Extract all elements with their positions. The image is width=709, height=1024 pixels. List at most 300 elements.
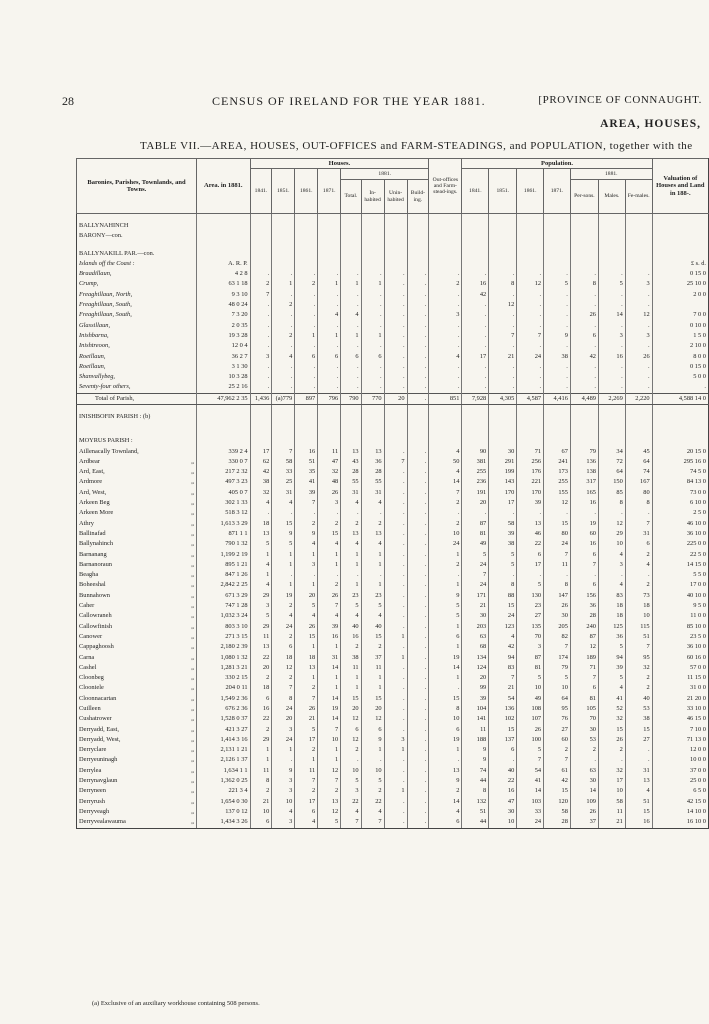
value-cell: 1	[318, 745, 341, 755]
value-cell: 49	[517, 694, 544, 704]
value-cell: 10	[361, 766, 384, 776]
value-cell: 1	[318, 550, 341, 560]
row-name	[77, 310, 197, 320]
value-cell: .	[361, 321, 384, 331]
value-cell: .	[407, 797, 429, 807]
area-cell: 1,080 1 32	[197, 653, 251, 663]
value-cell: 3	[272, 817, 295, 828]
value-cell: 63	[570, 766, 598, 776]
value-cell: .	[489, 290, 517, 300]
value-cell: 12	[341, 735, 361, 745]
value-cell: .	[341, 321, 361, 331]
value-cell: 1	[250, 550, 272, 560]
value-cell: 13	[250, 642, 272, 652]
value-cell	[407, 242, 429, 249]
row-name	[77, 405, 197, 413]
value-cell: .	[407, 560, 429, 570]
col-header-p1871: 1871.	[544, 169, 571, 214]
value-cell: .	[517, 382, 544, 393]
value-cell: 141	[462, 714, 489, 724]
table-row	[77, 457, 709, 467]
value-cell	[407, 221, 429, 231]
ditto-mark: „	[191, 674, 194, 682]
value-cell: 81	[462, 529, 489, 539]
value-cell: 132	[462, 797, 489, 807]
value-cell: 38	[250, 478, 272, 488]
value-cell: 3	[272, 725, 295, 735]
value-cell: 8	[489, 279, 517, 289]
value-cell: .	[598, 300, 625, 310]
value-cell: 13	[429, 766, 462, 776]
section-heading-row	[77, 249, 709, 259]
value-cell: 18	[295, 653, 318, 663]
value-cell: 1	[341, 331, 361, 341]
row-name-text: Shanvallybeg,	[79, 373, 116, 381]
value-cell: 79	[570, 447, 598, 457]
row-name	[77, 508, 197, 518]
value-cell	[407, 259, 429, 269]
value-cell: 53	[570, 735, 598, 745]
value-cell: 23	[341, 591, 361, 601]
row-name	[77, 622, 197, 632]
table-row	[77, 714, 709, 724]
value-cell: 7	[295, 776, 318, 786]
value-cell: 2	[272, 300, 295, 310]
area-cell	[197, 242, 251, 249]
value-cell: 4	[272, 611, 295, 621]
value-cell: .	[295, 269, 318, 279]
area-cell: 803 3 10	[197, 622, 251, 632]
value-cell: 20	[341, 704, 361, 714]
value-cell: 851	[429, 393, 462, 404]
value-cell: .	[407, 653, 429, 663]
value-cell: 4	[625, 560, 652, 570]
value-cell: 16	[570, 539, 598, 549]
value-cell: 1	[272, 279, 295, 289]
ditto-mark: „	[191, 612, 194, 620]
value-cell: .	[407, 642, 429, 652]
table-row	[77, 498, 709, 508]
value-cell	[272, 422, 295, 429]
value-cell: .	[295, 362, 318, 372]
value-cell: .	[250, 300, 272, 310]
value-cell: 35	[295, 467, 318, 477]
value-cell: 317	[570, 478, 598, 488]
value-cell: .	[341, 508, 361, 518]
table-row	[77, 807, 709, 817]
row-name	[77, 457, 197, 467]
valuation-cell: 0 15 0	[652, 269, 708, 279]
row-name	[77, 632, 197, 642]
value-cell: .	[295, 290, 318, 300]
valuation-cell: 0 15 0	[652, 362, 708, 372]
value-cell: .	[544, 341, 571, 351]
value-cell: 19	[570, 519, 598, 529]
value-cell: 24	[489, 611, 517, 621]
table-row	[77, 745, 709, 755]
row-name	[77, 382, 197, 393]
value-cell	[517, 231, 544, 241]
value-cell: 2	[341, 642, 361, 652]
value-cell: .	[517, 290, 544, 300]
valuation-cell	[652, 429, 708, 436]
value-cell: 29	[250, 591, 272, 601]
value-cell	[361, 405, 384, 413]
col-header-p1841: 1841.	[462, 169, 489, 214]
row-name	[77, 745, 197, 755]
value-cell	[272, 436, 295, 446]
value-cell: 14	[517, 786, 544, 796]
area-cell: 2,131 1 21	[197, 745, 251, 755]
value-cell: .	[407, 786, 429, 796]
table-row	[77, 529, 709, 539]
value-cell: .	[407, 776, 429, 786]
area-cell	[197, 221, 251, 231]
col-header-females: Fe-males.	[625, 180, 652, 214]
value-cell: .	[384, 756, 407, 766]
value-cell: 2	[361, 519, 384, 529]
value-cell: 3	[625, 331, 652, 341]
row-name-text: Crump,	[79, 280, 99, 288]
value-cell: 4	[272, 352, 295, 362]
value-cell: 15	[489, 601, 517, 611]
value-cell: 7	[272, 683, 295, 693]
value-cell: 4	[598, 683, 625, 693]
value-cell: .	[384, 725, 407, 735]
value-cell: 7	[544, 550, 571, 560]
value-cell: 48	[318, 478, 341, 488]
value-cell: 6	[570, 550, 598, 560]
value-cell: 7	[318, 601, 341, 611]
value-cell: 1	[295, 550, 318, 560]
value-cell: .	[407, 766, 429, 776]
value-cell: 136	[489, 704, 517, 714]
value-cell: 147	[544, 591, 571, 601]
valuation-cell: 85 10 0	[652, 622, 708, 632]
value-cell: 73	[625, 591, 652, 601]
value-cell: .	[625, 269, 652, 279]
area-cell: 1,414 3 16	[197, 735, 251, 745]
row-name	[77, 249, 197, 259]
value-cell: 1	[318, 642, 341, 652]
row-name	[77, 279, 197, 289]
table-row	[77, 704, 709, 714]
value-cell: .	[462, 331, 489, 341]
value-cell: .	[318, 570, 341, 580]
value-cell: 4	[598, 550, 625, 560]
value-cell: .	[517, 269, 544, 279]
col-header-p1851: 1851.	[489, 169, 517, 214]
value-cell	[384, 214, 407, 222]
value-cell: .	[598, 341, 625, 351]
value-cell	[517, 221, 544, 231]
value-cell: .	[318, 290, 341, 300]
row-name-text: Derrylea	[79, 766, 102, 774]
value-cell: 4	[295, 539, 318, 549]
value-cell	[544, 214, 571, 222]
table-body	[77, 214, 709, 829]
area-cell: 12 0 4	[197, 341, 251, 351]
table-row	[77, 797, 709, 807]
valuation-cell: 57 0 0	[652, 663, 708, 673]
row-name-text: Inishtreoon,	[79, 342, 110, 350]
value-cell: 26	[318, 488, 341, 498]
area-cell: 676 2 36	[197, 704, 251, 714]
value-cell	[429, 231, 462, 241]
value-cell: 1	[295, 581, 318, 591]
value-cell: .	[361, 756, 384, 766]
value-cell: .	[272, 756, 295, 766]
value-cell: 21	[489, 683, 517, 693]
area-cell: 339 2 4	[197, 447, 251, 457]
value-cell	[625, 412, 652, 422]
value-cell: 2	[295, 519, 318, 529]
value-cell: 10	[429, 714, 462, 724]
value-cell: 1	[272, 560, 295, 570]
value-cell: 22	[517, 539, 544, 549]
value-cell: .	[570, 756, 598, 766]
value-cell: 4	[250, 560, 272, 570]
value-cell: 28	[544, 817, 571, 828]
value-cell: 15	[361, 694, 384, 704]
value-cell: 8	[272, 694, 295, 704]
value-cell: 2	[598, 745, 625, 755]
row-name-text: Callowfinish	[79, 622, 113, 630]
row-name	[77, 817, 197, 828]
value-cell: 10	[489, 817, 517, 828]
value-cell: 6	[295, 807, 318, 817]
value-cell: .	[272, 362, 295, 372]
value-cell: .	[384, 269, 407, 279]
value-cell: 1	[318, 560, 341, 570]
value-cell: 236	[462, 478, 489, 488]
value-cell: 82	[544, 632, 571, 642]
value-cell: 109	[570, 797, 598, 807]
value-cell: 94	[489, 653, 517, 663]
row-name-text: BALLYNAKILL PAR.—con.	[79, 249, 155, 257]
value-cell	[429, 436, 462, 446]
value-cell: .	[489, 321, 517, 331]
value-cell: .	[429, 269, 462, 279]
ditto-mark: „	[191, 632, 194, 640]
value-cell: .	[544, 269, 571, 279]
value-cell: .	[361, 508, 384, 518]
value-cell: 2	[544, 745, 571, 755]
value-cell: 5	[544, 279, 571, 289]
valuation-cell: 2 10 0	[652, 341, 708, 351]
value-cell: 64	[598, 467, 625, 477]
page-number: 28	[62, 94, 74, 108]
ditto-mark: „	[191, 560, 194, 568]
value-cell: 130	[517, 591, 544, 601]
value-cell: 3	[429, 310, 462, 320]
value-cell	[341, 214, 361, 222]
value-cell: .	[384, 498, 407, 508]
value-cell: 1	[384, 632, 407, 642]
valuation-cell: 10 0 0	[652, 756, 708, 766]
value-cell: 5	[598, 673, 625, 683]
value-cell: 15	[318, 529, 341, 539]
value-cell: 28	[570, 611, 598, 621]
value-cell: 20	[462, 498, 489, 508]
value-cell: 39	[462, 694, 489, 704]
value-cell: .	[384, 447, 407, 457]
valuation-cell: 9 5 0	[652, 601, 708, 611]
value-cell: .	[429, 683, 462, 693]
ditto-mark: „	[191, 468, 194, 476]
table-row	[77, 478, 709, 488]
spacer-row	[77, 429, 709, 436]
area-cell	[197, 405, 251, 413]
value-cell: 1	[341, 581, 361, 591]
value-cell: 5	[429, 611, 462, 621]
value-cell: 24	[517, 817, 544, 828]
value-cell	[295, 422, 318, 429]
value-cell: 100	[517, 735, 544, 745]
value-cell: 9	[272, 766, 295, 776]
value-cell: .	[384, 714, 407, 724]
value-cell	[407, 436, 429, 446]
col-header-persons: Per-sons.	[570, 180, 598, 214]
value-cell	[570, 436, 598, 446]
value-cell: .	[272, 310, 295, 320]
value-cell	[407, 405, 429, 413]
value-cell: .	[625, 290, 652, 300]
value-cell: .	[517, 372, 544, 382]
value-cell	[250, 436, 272, 446]
value-cell: 15	[544, 519, 571, 529]
value-cell: 18	[250, 519, 272, 529]
value-cell: .	[429, 362, 462, 372]
value-cell: .	[570, 321, 598, 331]
value-cell: 6	[341, 352, 361, 362]
table-row	[77, 766, 709, 776]
value-cell: .	[625, 570, 652, 580]
value-cell: .	[544, 310, 571, 320]
value-cell: .	[384, 663, 407, 673]
value-cell: 24	[272, 704, 295, 714]
value-cell: .	[407, 352, 429, 362]
value-cell: 5	[272, 539, 295, 549]
valuation-cell	[652, 214, 708, 222]
value-cell: 20	[250, 663, 272, 673]
row-name-text: Clooniele	[79, 684, 104, 692]
value-cell: 7	[570, 673, 598, 683]
value-cell: .	[295, 372, 318, 382]
running-header	[62, 94, 702, 114]
value-cell: .	[407, 756, 429, 766]
value-cell	[489, 214, 517, 222]
row-name	[77, 478, 197, 488]
value-cell: 4	[272, 807, 295, 817]
value-cell: 123	[489, 622, 517, 632]
area-cell: 2,126 1 37	[197, 756, 251, 766]
valuation-cell: 16 10 0	[652, 817, 708, 828]
value-cell	[462, 412, 489, 422]
value-cell	[361, 429, 384, 436]
value-cell	[318, 405, 341, 413]
area-cell: 217 2 32	[197, 467, 251, 477]
value-cell: .	[407, 714, 429, 724]
value-cell: .	[384, 776, 407, 786]
value-cell: 199	[489, 467, 517, 477]
value-cell: 4	[361, 807, 384, 817]
valuation-cell: 71 13 0	[652, 735, 708, 745]
value-cell: 4	[250, 498, 272, 508]
value-cell: 15	[429, 694, 462, 704]
value-cell	[462, 436, 489, 446]
value-cell: 1	[361, 673, 384, 683]
valuation-cell	[652, 422, 708, 429]
area-cell: 1,549 2 36	[197, 694, 251, 704]
area-cell: 1,613 3 29	[197, 519, 251, 529]
value-cell: 3	[272, 786, 295, 796]
value-cell	[272, 259, 295, 269]
value-cell: 20	[384, 393, 407, 404]
value-cell: .	[384, 622, 407, 632]
value-cell: 4	[250, 581, 272, 591]
row-name-text: Derryadd, East,	[79, 725, 119, 733]
row-name	[77, 242, 197, 249]
value-cell: 381	[462, 457, 489, 467]
value-cell: 5	[361, 776, 384, 786]
value-cell: 7	[250, 290, 272, 300]
table-row	[77, 663, 709, 673]
row-name-text: Derryneen	[79, 787, 106, 795]
area-cell: 3 1 30	[197, 362, 251, 372]
value-cell: 137	[489, 735, 517, 745]
value-cell: .	[272, 508, 295, 518]
value-cell: .	[384, 478, 407, 488]
value-cell	[429, 259, 462, 269]
value-cell: .	[570, 269, 598, 279]
row-name-text: Roeillaun,	[79, 362, 106, 370]
value-cell	[361, 214, 384, 222]
value-cell: 1	[384, 786, 407, 796]
value-cell: 7	[295, 498, 318, 508]
value-cell: 19	[429, 653, 462, 663]
value-cell	[570, 221, 598, 231]
value-cell: 3	[384, 735, 407, 745]
value-cell: 10	[598, 539, 625, 549]
value-cell: 16	[625, 817, 652, 828]
value-cell: 21	[250, 797, 272, 807]
value-cell: .	[384, 591, 407, 601]
ditto-mark: „	[191, 509, 194, 517]
row-name	[77, 290, 197, 300]
value-cell: .	[598, 290, 625, 300]
value-cell: 18	[272, 653, 295, 663]
value-cell: 31	[625, 529, 652, 539]
value-cell: 1	[318, 756, 341, 766]
value-cell: .	[407, 591, 429, 601]
value-cell: 10	[598, 786, 625, 796]
value-cell: .	[570, 372, 598, 382]
table-row	[77, 539, 709, 549]
row-name-text: Ard, West,	[79, 488, 107, 496]
valuation-cell: 25 0 0	[652, 776, 708, 786]
value-cell: 15	[361, 632, 384, 642]
value-cell: .	[384, 488, 407, 498]
value-cell	[489, 249, 517, 259]
value-cell: 2	[429, 279, 462, 289]
value-cell: .	[625, 745, 652, 755]
row-name-text: Carna	[79, 653, 95, 661]
row-name	[77, 352, 197, 362]
table-row	[77, 310, 709, 320]
value-cell: 188	[462, 735, 489, 745]
value-cell: 4	[272, 498, 295, 508]
